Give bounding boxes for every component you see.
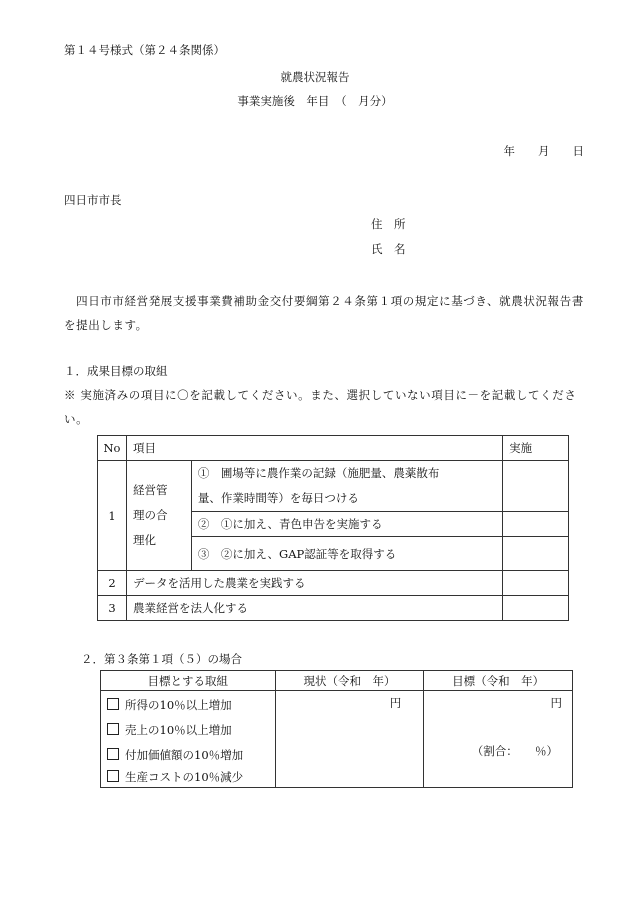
row2-done-cell[interactable] — [503, 571, 569, 596]
row1-sub-c-done-cell[interactable] — [503, 537, 569, 571]
addressee: 四日市市長 — [64, 193, 122, 207]
row1-sub-a-line: ① 圃場等に農作業の記録（施肥量、農薬散布 — [197, 466, 440, 480]
row1-sub-b-done-cell[interactable] — [503, 512, 569, 537]
row1-no: 1 — [98, 461, 127, 571]
row3-text: 農業経営を法人化する — [126, 596, 502, 621]
row1-label-line: 理の合 — [132, 508, 168, 522]
current-value-cell[interactable] — [275, 691, 424, 788]
row1-label — [126, 461, 191, 571]
checkbox[interactable] — [107, 770, 119, 782]
goal-option-label: 売上の10％以上増加 — [125, 723, 232, 737]
goal-option-label: 所得の10％以上増加 — [125, 698, 232, 712]
row1-sub-a — [191, 461, 502, 512]
goal-option-label: 付加価値額の10％増加 — [125, 748, 244, 762]
intro-paragraph: 四日市市経営発展支援事業費補助金交付要綱第２４条第１項の規定に基づき、就農状況報告書を提出します。 — [64, 294, 584, 332]
row3-no: 3 — [98, 596, 127, 621]
goal-option[interactable] — [107, 718, 269, 743]
row1-sub-c: ③ ②に加え、GAP認証等を取得する — [191, 537, 502, 571]
document-subtitle: 事業実施後 年目 （ 月分） — [237, 94, 393, 108]
checkbox[interactable] — [107, 748, 119, 760]
row1-sub-b: ② ①に加え、青色申告を実施する — [191, 512, 502, 537]
checkbox[interactable] — [107, 723, 119, 735]
ratio-text: （割合： ％） — [471, 744, 558, 758]
goal-table — [97, 435, 569, 621]
col-item-header: 項目 — [126, 436, 502, 461]
row2-text: データを活用した農業を実践する — [126, 571, 502, 596]
checkbox[interactable] — [107, 698, 119, 710]
name-label: 氏 名 — [371, 242, 406, 256]
col-goal-header: 目標とする取組 — [101, 671, 276, 691]
goal-option[interactable] — [107, 693, 269, 718]
col-target-header: 目標（令和 年） — [424, 671, 573, 691]
target-unit: 円 — [550, 696, 562, 710]
target-table — [100, 670, 573, 788]
row2-no: 2 — [98, 571, 127, 596]
goal-option-label: 生産コストの10％減少 — [125, 770, 244, 784]
target-value-cell[interactable] — [424, 691, 573, 788]
row1-sub-a-done-cell[interactable] — [503, 461, 569, 512]
document-title: 就農状況報告 — [280, 70, 350, 84]
col-no-header: No — [98, 436, 127, 461]
row3-done-cell[interactable] — [503, 596, 569, 621]
address-label: 住 所 — [371, 217, 406, 231]
goal-options-cell — [101, 691, 276, 788]
date-line: 年 月 日 — [503, 144, 584, 158]
row1-label-line: 理化 — [132, 533, 156, 547]
goal-option[interactable] — [107, 768, 269, 787]
current-unit: 円 — [389, 696, 402, 710]
goal-option[interactable] — [107, 743, 269, 768]
section2-heading: ２．第３条第１項（５）の場合 — [81, 652, 242, 666]
row1-sub-a-line: 量、作業時間等）を毎日つける — [197, 491, 359, 505]
section1-note: ※ 実施済みの項目に〇を記載してください。また、選択していない項目に－を記載してください。 — [64, 388, 577, 426]
col-done-header: 実施 — [503, 436, 569, 461]
section1-heading: １．成果目標の取組 — [64, 364, 168, 378]
row1-label-line: 経営管 — [132, 483, 168, 497]
form-number: 第１４号様式（第２４条関係） — [64, 43, 225, 57]
col-current-header: 現状（令和 年） — [275, 671, 424, 691]
